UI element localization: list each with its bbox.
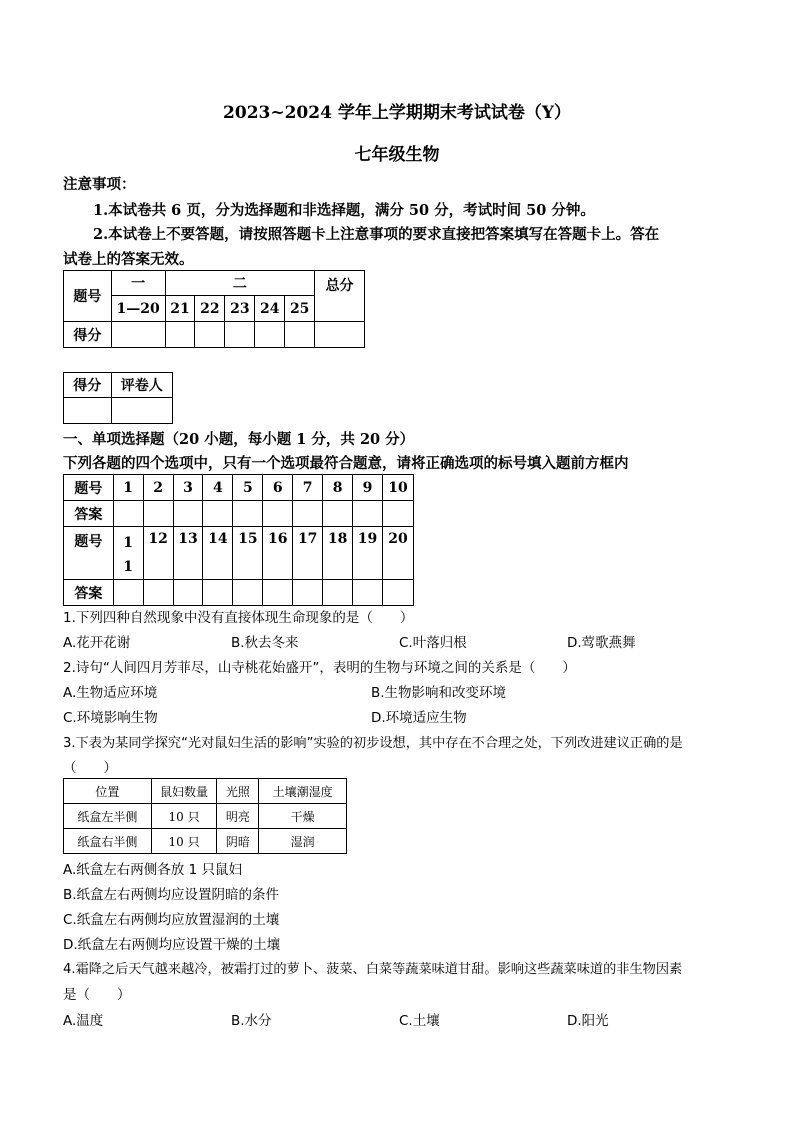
question-3-option-c: C.纸盒左右两侧均应放置湿润的土壤 [63, 912, 280, 928]
q3-table-cell: 10 只 [151, 829, 217, 854]
question-1: 1.下列四种自然现象中没有直接体现生命现象的是（ ） [63, 610, 414, 626]
score-table-part-two: 二 [165, 271, 315, 296]
answer-table-number: 4 [203, 475, 233, 501]
question-4-line-2: 是（ ） [63, 987, 131, 1003]
score-cell [315, 322, 365, 348]
question-4-option-c: C.土壤 [399, 1013, 440, 1029]
notice-item-2-line2: 试卷上的答案无效。 [63, 251, 194, 268]
score-table-sub: 23 [225, 296, 255, 322]
answer-table-number: 10 [382, 475, 413, 501]
q3-table-cell: 10 只 [151, 804, 217, 829]
answer-table-number: 12 [143, 527, 173, 580]
answer-cell [293, 501, 323, 527]
answer-cell [233, 580, 263, 606]
score-cell [255, 322, 285, 348]
notice-item-1: 1.本试卷共 6 页，分为选择题和非选择题，满分 50 分，考试时间 50 分钟。 [93, 202, 595, 219]
answer-cell [173, 501, 203, 527]
question-3-option-a: A.纸盒左右两侧各放 1 只鼠妇 [63, 862, 242, 878]
answer-cell [382, 501, 413, 527]
question-2-option-a: A.生物适应环境 [63, 685, 158, 701]
notice-heading: 注意事项： [63, 176, 136, 193]
grader-cell [111, 398, 172, 424]
answer-cell [323, 580, 353, 606]
q3-table-header: 位置 [64, 779, 152, 804]
answer-table-number: 17 [293, 527, 323, 580]
answer-table-daan: 答案 [64, 501, 114, 527]
exam-title: 2023~2024 学年上学期期末考试试卷（Y） [223, 103, 571, 123]
answer-table-number: 1 [113, 475, 143, 501]
q3-table-cell: 干燥 [259, 804, 347, 829]
score-table-part-one: 一 [111, 271, 165, 296]
question-1-option-b: B.秋去冬来 [231, 635, 299, 651]
answer-cell [382, 580, 413, 606]
section-1-heading: 一、单项选择题（20 小题，每小题 1 分，共 20 分） [63, 431, 415, 448]
grader-table-score: 得分 [64, 373, 112, 398]
answer-table-number: 9 [353, 475, 383, 501]
question-3-table [63, 778, 347, 854]
question-2-option-b: B.生物影响和改变环境 [371, 685, 507, 701]
answer-cell [263, 580, 293, 606]
q3-table-cell: 阴暗 [217, 829, 259, 854]
answer-table-number: 2 [143, 475, 173, 501]
answer-cell [233, 501, 263, 527]
answer-cell [113, 580, 143, 606]
score-cell [165, 322, 195, 348]
answer-table-number: 8 [323, 475, 353, 501]
question-3-option-d: D.纸盒左右两侧均应设置干燥的土壤 [63, 937, 281, 953]
score-cell [225, 322, 255, 348]
q3-table-header: 鼠妇数量 [151, 779, 217, 804]
question-4-option-b: B.水分 [231, 1013, 272, 1029]
exam-subtitle: 七年级生物 [354, 145, 440, 165]
q3-table-cell: 纸盒右半侧 [64, 829, 152, 854]
q3-table-cell: 湿润 [259, 829, 347, 854]
q3-table-header: 土壤潮湿度 [259, 779, 347, 804]
answer-cell [113, 501, 143, 527]
question-3-line-2: （ ） [63, 760, 117, 776]
answer-cell [293, 580, 323, 606]
score-table-sub: 1—20 [111, 296, 165, 322]
answer-cell [203, 501, 233, 527]
grader-cell [64, 398, 112, 424]
score-cell [111, 322, 165, 348]
answer-table-number-11-b: 1 [123, 559, 134, 575]
score-cell [195, 322, 225, 348]
question-4-option-a: A.温度 [63, 1013, 104, 1029]
answer-cell [263, 501, 293, 527]
q3-table-header: 光照 [217, 779, 259, 804]
answer-table-daan: 答案 [64, 580, 114, 606]
answer-table-number: 6 [263, 475, 293, 501]
question-1-option-a: A.花开花谢 [63, 635, 131, 651]
question-2-option-c: C.环境影响生物 [63, 710, 158, 726]
answer-table-number-11 [113, 527, 143, 580]
answer-cell [203, 580, 233, 606]
answer-table-number: 20 [382, 527, 413, 580]
answer-table-number: 14 [203, 527, 233, 580]
answer-table [63, 474, 414, 606]
question-4-line-1: 4.霜降之后天气越来越冷，被霜打过的萝卜、菠菜、白菜等蔬菜味道甘甜。影响这些蔬菜味道的非生物因素 [63, 962, 683, 977]
answer-cell [353, 501, 383, 527]
score-cell [285, 322, 315, 348]
question-1-option-d: D.莺歌燕舞 [567, 635, 636, 651]
notice-item-2-line1: 2.本试卷上不要答题，请按照答题卡上注意事项的要求直接把答案填写在答题卡上。答在 [93, 226, 660, 243]
section-1-instruction: 下列各题的四个选项中，只有一个选项最符合题意，请将正确选项的标号填入题前方框内 [63, 455, 629, 472]
answer-table-number: 18 [323, 527, 353, 580]
question-4-option-d: D.阳光 [567, 1013, 609, 1029]
answer-table-number: 16 [263, 527, 293, 580]
question-2-option-d: D.环境适应生物 [371, 710, 467, 726]
answer-cell [173, 580, 203, 606]
answer-cell [353, 580, 383, 606]
answer-table-tihao: 题号 [64, 527, 114, 580]
answer-table-number: 19 [353, 527, 383, 580]
answer-cell [143, 580, 173, 606]
grader-table [63, 372, 173, 424]
score-table-sub: 25 [285, 296, 315, 322]
grader-table-grader: 评卷人 [111, 373, 172, 398]
answer-table-number: 15 [233, 527, 263, 580]
score-table-sub: 24 [255, 296, 285, 322]
answer-cell [143, 501, 173, 527]
q3-table-cell: 明亮 [217, 804, 259, 829]
question-3-line-1: 3.下表为某同学探究“光对鼠妇生活的影响”实验的初步设想，其中存在不合理之处，下列改进建议正确的是 [63, 736, 683, 751]
question-2: 2.诗句“人间四月芳菲尽，山寺桃花始盛开”，表明的生物与环境之间的关系是（ ） [63, 660, 576, 676]
answer-cell [323, 501, 353, 527]
question-1-option-c: C.叶落归根 [399, 635, 467, 651]
answer-table-number-11-a: 1 [123, 535, 134, 551]
answer-table-number: 3 [173, 475, 203, 501]
score-table-total: 总分 [315, 271, 365, 322]
score-table-sub: 21 [165, 296, 195, 322]
score-table-tihao: 题号 [64, 271, 112, 322]
answer-table-number: 7 [293, 475, 323, 501]
score-table [63, 270, 365, 348]
question-3-option-b: B.纸盒左右两侧均应设置阴暗的条件 [63, 887, 280, 903]
score-table-sub: 22 [195, 296, 225, 322]
answer-table-tihao: 题号 [64, 475, 114, 501]
q3-table-cell: 纸盒左半侧 [64, 804, 152, 829]
answer-table-number: 13 [173, 527, 203, 580]
answer-table-number: 5 [233, 475, 263, 501]
score-table-row-label: 得分 [64, 322, 112, 348]
